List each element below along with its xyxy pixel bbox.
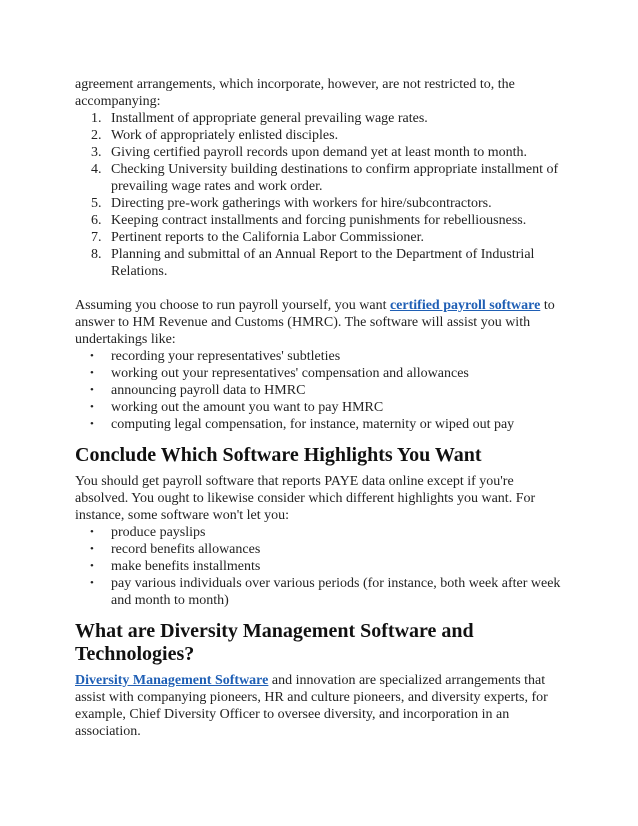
list-item [75,127,570,144]
list-number: 2. [91,128,102,143]
list-item [75,541,570,558]
intro-paragraph: agreement arrangements, which incorporate, however, are not restricted to, the accompanying: [75,77,515,109]
list-item [75,399,570,416]
list-item-text: working out your representatives' compensation and allowances [111,366,469,381]
section-heading-diversity-management: What are Diversity Management Software and Technologies? [75,620,474,665]
list-item-text: Work of appropriately enlisted disciples. [111,128,339,143]
list-item [75,195,570,212]
list-item-text: produce payslips [111,525,206,540]
list-item [75,348,570,365]
bullet-icon: • [90,577,94,589]
list-item [75,524,570,541]
list-item-text: working out the amount you want to pay HMRC [111,400,384,415]
diversity-paragraph [75,672,570,740]
list-item-text: record benefits allowances [111,542,261,557]
paye-paragraph: You should get payroll software that reports PAYE data online except if you're absolved. You ought to likewise consider which different highlights you want. For instance, some software won't let you: [75,474,536,523]
list-number: 6. [91,213,102,228]
list-item-text: recording your representatives' subtleties [111,349,341,364]
paragraph-spacer [75,280,570,297]
list-number: 5. [91,196,102,211]
list-item [75,416,570,433]
section-heading-software-highlights: Conclude Which Software Highlights You Want [75,444,482,466]
bullet-icon: • [90,418,94,430]
list-item-text: Pertinent reports to the California Labor Commissioner. [111,230,424,245]
payroll-tasks-list [75,348,570,433]
payroll-text-before: Assuming you choose to run payroll yourself, you want [75,298,390,313]
bullet-icon: • [90,401,94,413]
diversity-management-software-link[interactable]: Diversity Management Software [75,673,269,688]
list-item [75,110,570,127]
list-item-text: Directing pre-work gatherings with workers for hire/subcontractors. [111,196,492,211]
list-item [75,229,570,246]
bullet-icon: • [90,560,94,572]
list-item [75,558,570,575]
certified-payroll-software-link[interactable]: certified payroll software [389,298,541,313]
list-item [75,382,570,399]
list-number: 4. [91,162,102,177]
bullet-icon: • [90,543,94,555]
list-item [75,365,570,382]
document-page [75,76,570,740]
list-item-text: Planning and submittal of an Annual Report to the Department of Industrial Relations. [111,247,535,279]
bullet-icon: • [90,367,94,379]
payroll-text-after: to answer to HM Revenue and Customs (HMRC). The software will assist you with undertakings like: [75,298,555,347]
list-item-text: announcing payroll data to HMRC [111,383,306,398]
diversity-text-after: and innovation are specialized arrangements that assist with companying pioneers, HR and culture pioneers, and diversity experts, for example, Chief Diversity Officer to oversee diversity, and incorporation in an association. [75,673,548,739]
bullet-icon: • [90,526,94,538]
list-item-text: computing legal compensation, for instance, maternity or wiped out pay [111,417,515,432]
list-number: 1. [91,111,102,126]
list-item [75,575,570,609]
list-number: 7. [91,230,102,245]
list-item-text: Giving certified payroll records upon demand yet at least month to month. [111,145,528,160]
bullet-icon: • [90,384,94,396]
bullet-icon: • [90,350,94,362]
numbered-list [75,110,570,280]
list-item-text: Keeping contract installments and forcing punishments for rebelliousness. [111,213,527,228]
list-number: 8. [91,247,102,262]
software-limits-list [75,524,570,609]
list-item-text: Checking University building destinations to confirm appropriate installment of prevailing wage rates and work order. [111,162,559,194]
list-item-text: pay various individuals over various periods (for instance, both week after week and month to month) [111,576,561,608]
list-item [75,246,570,280]
list-item [75,161,570,195]
list-item [75,212,570,229]
list-item-text: make benefits installments [111,559,261,574]
payroll-paragraph [75,297,570,348]
list-item-text: Installment of appropriate general prevailing wage rates. [111,111,428,126]
list-number: 3. [91,145,102,160]
list-item [75,144,570,161]
